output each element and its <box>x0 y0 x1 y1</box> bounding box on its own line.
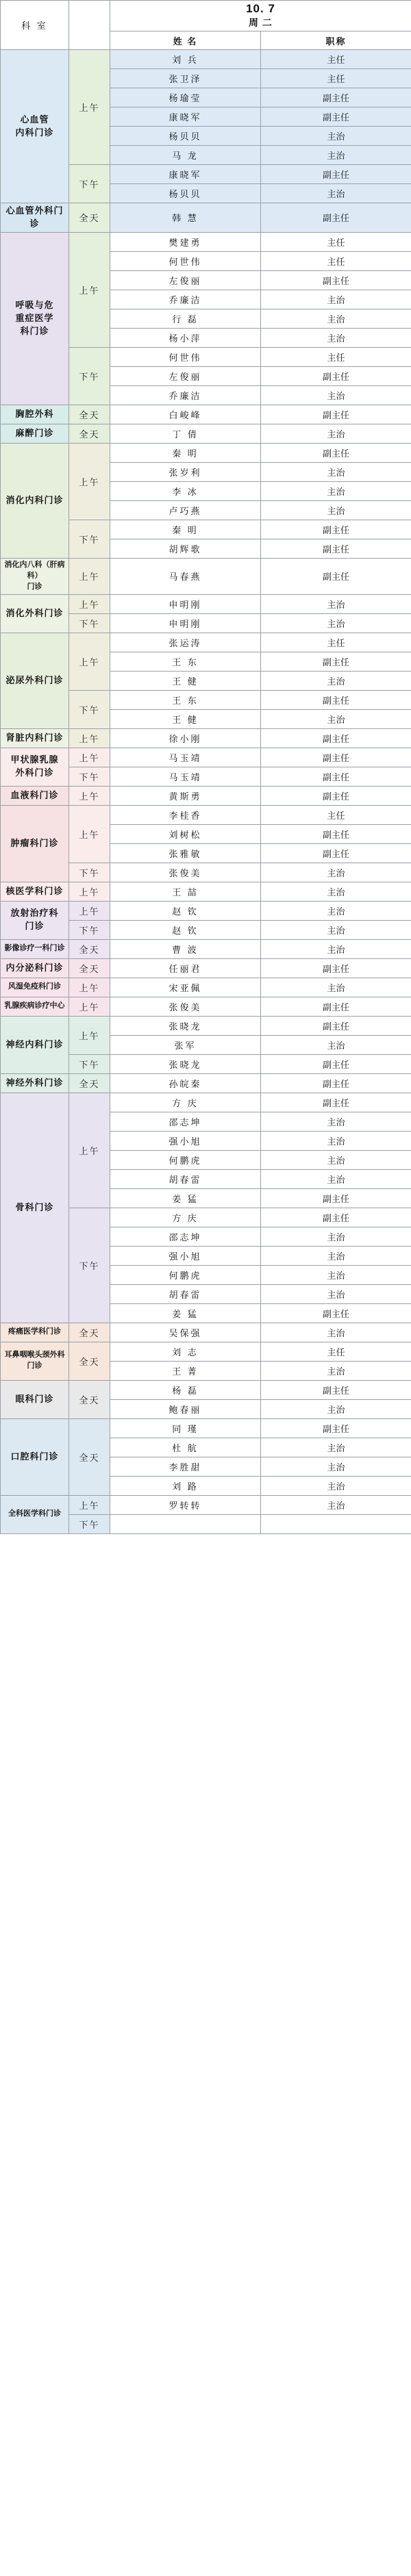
department-cell: 骨科门诊 <box>1 1093 69 1323</box>
halfday-cell: 全天 <box>69 424 110 443</box>
halfday-cell: 下午 <box>69 1054 110 1073</box>
doctor-title-cell: 主治 <box>261 594 411 613</box>
doctor-name-cell: 马玉靖 <box>110 748 261 767</box>
doctor-name-cell: 黄斯勇 <box>110 786 261 805</box>
doctor-title-cell: 副主任 <box>261 786 411 805</box>
department-cell: 影像诊疗一科门诊 <box>1 939 69 958</box>
department-cell: 甲状腺乳腺 外科门诊 <box>1 748 69 786</box>
doctor-name-cell: 李桂香 <box>110 805 261 824</box>
doctor-name-cell: 赵 钦 <box>110 901 261 920</box>
doctor-title-cell: 主治 <box>261 500 411 520</box>
halfday-cell: 全天 <box>69 939 110 958</box>
halfday-cell: 上午 <box>69 1093 110 1208</box>
doctor-name-cell: 杜 航 <box>110 1438 261 1457</box>
doctor-title-cell: 主治 <box>261 385 411 405</box>
doctor-name-cell: 王 东 <box>110 690 261 709</box>
doctor-title-cell: 主治 <box>261 863 411 882</box>
table-row <box>1 1418 411 1438</box>
doctor-name-cell: 孙皖秦 <box>110 1073 261 1093</box>
department-cell: 麻醉门诊 <box>1 424 69 443</box>
doctor-name-cell: 强小旭 <box>110 1131 261 1150</box>
doctor-title-cell: 副主任 <box>261 1303 411 1323</box>
doctor-title-cell: 副主任 <box>261 203 411 233</box>
doctor-title-cell: 主任 <box>261 251 411 270</box>
doctor-title-cell: 主治 <box>261 309 411 328</box>
halfday-cell: 上午 <box>69 978 110 997</box>
doctor-name-cell: 张军 <box>110 1035 261 1054</box>
halfday-cell: 上午 <box>69 997 110 1016</box>
doctor-name-cell: 何鹏虎 <box>110 1150 261 1169</box>
table-row <box>1 978 411 997</box>
doctor-name-cell: 左俊丽 <box>110 270 261 290</box>
department-cell: 眼科门诊 <box>1 1380 69 1418</box>
doctor-title-cell: 主治 <box>261 1399 411 1418</box>
doctor-name-cell: 康晓军 <box>110 165 261 184</box>
halfday-cell: 上午 <box>69 901 110 920</box>
doctor-name-cell: 王 健 <box>110 709 261 728</box>
doctor-name-cell: 杨贝贝 <box>110 184 261 203</box>
doctor-name-cell: 杨 磊 <box>110 1380 261 1399</box>
halfday-cell: 下午 <box>69 863 110 882</box>
doctor-name-cell: 吴保强 <box>110 1323 261 1342</box>
table-row <box>1 203 411 233</box>
doctor-name-cell: 同 瑾 <box>110 1418 261 1438</box>
doctor-name-cell: 张雅敏 <box>110 843 261 863</box>
doctor-title-cell: 主治 <box>261 1284 411 1303</box>
table-row <box>1 443 411 462</box>
department-cell: 神经外科门诊 <box>1 1073 69 1093</box>
doctor-name-cell: 张俊美 <box>110 863 261 882</box>
department-cell: 放射治疗科 门诊 <box>1 901 69 939</box>
doctor-title-cell: 主治 <box>261 146 411 165</box>
doctor-name-cell: 胡春雷 <box>110 1169 261 1188</box>
doctor-name-cell: 胡春雷 <box>110 1284 261 1303</box>
doctor-title-cell: 主治 <box>261 290 411 309</box>
halfday-cell: 下午 <box>69 767 110 786</box>
doctor-title-cell: 副主任 <box>261 270 411 290</box>
table-row <box>1 882 411 901</box>
doctor-name-cell: 丁 倩 <box>110 424 261 443</box>
doctor-name-cell: 康晓军 <box>110 107 261 127</box>
doctor-title-cell: 副主任 <box>261 997 411 1016</box>
halfday-cell: 上午 <box>69 443 110 520</box>
doctor-title-cell: 主治 <box>261 1476 411 1495</box>
doctor-name-cell: 方 庆 <box>110 1093 261 1112</box>
col-header-title: 职称 <box>261 31 411 50</box>
table-row <box>1 558 411 594</box>
department-cell: 耳鼻咽喉头颈外科 门诊 <box>1 1342 69 1380</box>
doctor-title-cell: 副主任 <box>261 958 411 978</box>
doctor-title-cell: 主治 <box>261 1265 411 1284</box>
col-header-dept: 科 室 <box>1 1 69 50</box>
doctor-name-cell: 刘树松 <box>110 824 261 843</box>
doctor-title-cell: 主任 <box>261 1342 411 1361</box>
table-row <box>1 1380 411 1399</box>
doctor-title-cell: 副主任 <box>261 539 411 558</box>
doctor-name-cell: 张晓龙 <box>110 1054 261 1073</box>
table-row <box>1 1093 411 1112</box>
doctor-name-cell: 王 喆 <box>110 882 261 901</box>
halfday-cell: 下午 <box>69 1208 110 1323</box>
doctor-title-cell: 主治 <box>261 1457 411 1476</box>
halfday-cell: 下午 <box>69 690 110 728</box>
doctor-title-cell: 主治 <box>261 1150 411 1169</box>
doctor-name-cell: 张岁利 <box>110 462 261 481</box>
doctor-title-cell: 副主任 <box>261 1418 411 1438</box>
halfday-cell: 全天 <box>69 405 110 424</box>
table-row <box>1 958 411 978</box>
halfday-cell: 全天 <box>69 203 110 233</box>
department-cell: 泌尿外科门诊 <box>1 633 69 728</box>
doctor-title-cell: 副主任 <box>261 1073 411 1093</box>
department-cell: 全科医学科门诊 <box>1 1495 69 1533</box>
halfday-cell: 上午 <box>69 805 110 863</box>
doctor-title-cell: 副主任 <box>261 652 411 671</box>
halfday-cell: 下午 <box>69 520 110 558</box>
col-header-halfday <box>69 1 110 50</box>
doctor-name-cell: 曹 波 <box>110 939 261 958</box>
doctor-title-cell: 主任 <box>261 347 411 366</box>
halfday-cell: 全天 <box>69 1073 110 1093</box>
halfday-cell: 下午 <box>69 613 110 633</box>
doctor-title-cell: 主治 <box>261 1112 411 1131</box>
doctor-name-cell: 杨贝贝 <box>110 127 261 146</box>
doctor-name-cell: 李胜甜 <box>110 1457 261 1476</box>
department-cell: 口腔科门诊 <box>1 1418 69 1495</box>
doctor-name-cell: 张晓龙 <box>110 1016 261 1035</box>
table-row <box>1 594 411 613</box>
table-row <box>1 748 411 767</box>
halfday-cell: 下午 <box>69 347 110 405</box>
doctor-title-cell: 副主任 <box>261 443 411 462</box>
doctor-title-cell: 主任 <box>261 633 411 652</box>
doctor-title-cell: 副主任 <box>261 690 411 709</box>
doctor-name-cell: 乔廉洁 <box>110 385 261 405</box>
halfday-cell: 全天 <box>69 1323 110 1342</box>
halfday-cell: 全天 <box>69 1380 110 1418</box>
department-cell: 心血管外科门诊 <box>1 203 69 233</box>
halfday-cell: 全天 <box>69 958 110 978</box>
doctor-name-cell: 何鹏虎 <box>110 1265 261 1284</box>
halfday-cell: 上午 <box>69 1016 110 1054</box>
doctor-name-cell: 王 健 <box>110 671 261 690</box>
department-cell: 核医学科门诊 <box>1 882 69 901</box>
halfday-cell: 上午 <box>69 594 110 613</box>
doctor-name-cell: 申明刚 <box>110 613 261 633</box>
doctor-name-cell: 马玉靖 <box>110 767 261 786</box>
doctor-name-cell: 马 龙 <box>110 146 261 165</box>
doctor-title-cell: 主治 <box>261 901 411 920</box>
table-row <box>1 939 411 958</box>
doctor-title-cell: 副主任 <box>261 405 411 424</box>
doctor-title-cell: 主任 <box>261 232 411 251</box>
halfday-cell: 上午 <box>69 50 110 165</box>
doctor-title-cell: 副主任 <box>261 767 411 786</box>
table-row <box>1 1495 411 1514</box>
doctor-title-cell: 主治 <box>261 1227 411 1246</box>
doctor-title-cell: 副主任 <box>261 1380 411 1399</box>
table-row <box>1 633 411 652</box>
doctor-name-cell: 何世伟 <box>110 251 261 270</box>
doctor-name-cell: 刘 志 <box>110 1342 261 1361</box>
doctor-title-cell: 主任 <box>261 69 411 88</box>
doctor-name-cell: 白峻峰 <box>110 405 261 424</box>
doctor-name-cell <box>110 1514 261 1533</box>
table-row <box>1 1073 411 1093</box>
doctor-title-cell: 主治 <box>261 1035 411 1054</box>
table-row <box>1 805 411 824</box>
doctor-name-cell: 罗转转 <box>110 1495 261 1514</box>
doctor-name-cell: 鲍春丽 <box>110 1399 261 1418</box>
doctor-name-cell: 张俊美 <box>110 997 261 1016</box>
halfday-cell: 全天 <box>69 1418 110 1495</box>
doctor-name-cell: 王 东 <box>110 652 261 671</box>
table-row <box>1 786 411 805</box>
doctor-name-cell: 刘 兵 <box>110 50 261 69</box>
halfday-cell: 上午 <box>69 633 110 690</box>
doctor-title-cell: 主治 <box>261 1361 411 1380</box>
doctor-title-cell: 副主任 <box>261 1188 411 1208</box>
doctor-name-cell: 邵志坤 <box>110 1227 261 1246</box>
doctor-name-cell: 王 菁 <box>110 1361 261 1380</box>
department-cell: 肿瘤科门诊 <box>1 805 69 882</box>
doctor-name-cell: 秦 明 <box>110 443 261 462</box>
doctor-title-cell: 副主任 <box>261 728 411 748</box>
doctor-title-cell: 主治 <box>261 462 411 481</box>
date-header: 10. 7 周 二 <box>110 1 411 31</box>
department-cell: 乳腺疾病诊疗中心 <box>1 997 69 1016</box>
doctor-title-cell: 主治 <box>261 1169 411 1188</box>
halfday-cell: 上午 <box>69 728 110 748</box>
doctor-name-cell: 乔廉洁 <box>110 290 261 309</box>
doctor-title-cell: 主治 <box>261 481 411 500</box>
department-cell: 消化内科门诊 <box>1 443 69 558</box>
doctor-title-cell: 主任 <box>261 50 411 69</box>
department-cell: 疼痛医学科门诊 <box>1 1323 69 1342</box>
doctor-name-cell: 杨小萍 <box>110 328 261 347</box>
table-row <box>1 1323 411 1342</box>
doctor-name-cell: 马春燕 <box>110 558 261 594</box>
department-cell: 消化内八科（肝病科） 门诊 <box>1 558 69 594</box>
table-row <box>1 901 411 920</box>
department-cell: 神经内科门诊 <box>1 1016 69 1073</box>
doctor-title-cell: 副主任 <box>261 520 411 539</box>
doctor-title-cell: 副主任 <box>261 1016 411 1035</box>
table-row <box>1 50 411 69</box>
department-cell: 内分泌科门诊 <box>1 958 69 978</box>
doctor-name-cell: 杨瑜莹 <box>110 88 261 107</box>
doctor-title-cell: 主治 <box>261 184 411 203</box>
department-cell: 消化外科门诊 <box>1 594 69 633</box>
doctor-name-cell: 樊建勇 <box>110 232 261 251</box>
doctor-name-cell: 秦 明 <box>110 520 261 539</box>
department-cell: 呼吸与危 重症医学 科门诊 <box>1 232 69 405</box>
doctor-title-cell: 主治 <box>261 1131 411 1150</box>
doctor-name-cell: 任丽君 <box>110 958 261 978</box>
table-row <box>1 405 411 424</box>
doctor-name-cell: 胡辉歌 <box>110 539 261 558</box>
doctor-name-cell: 姜 猛 <box>110 1188 261 1208</box>
doctor-title-cell: 副主任 <box>261 1054 411 1073</box>
doctor-title-cell: 主治 <box>261 424 411 443</box>
doctor-name-cell: 何世伟 <box>110 347 261 366</box>
doctor-title-cell: 主治 <box>261 939 411 958</box>
halfday-cell: 上午 <box>69 882 110 901</box>
doctor-title-cell: 主治 <box>261 328 411 347</box>
doctor-title-cell: 副主任 <box>261 843 411 863</box>
doctor-title-cell: 主治 <box>261 127 411 146</box>
department-cell: 胸腔外科 <box>1 405 69 424</box>
doctor-name-cell: 姜 猛 <box>110 1303 261 1323</box>
department-cell: 血液科门诊 <box>1 786 69 805</box>
doctor-name-cell: 宋亚佩 <box>110 978 261 997</box>
doctor-name-cell: 李 冰 <box>110 481 261 500</box>
department-cell: 心血管 内科门诊 <box>1 50 69 203</box>
table-row <box>1 1016 411 1035</box>
doctor-title-cell: 主治 <box>261 709 411 728</box>
table-row <box>1 424 411 443</box>
halfday-cell: 上午 <box>69 1495 110 1514</box>
department-cell: 肾脏内科门诊 <box>1 728 69 748</box>
doctor-name-cell: 张卫泽 <box>110 69 261 88</box>
doctor-name-cell: 申明刚 <box>110 594 261 613</box>
doctor-name-cell: 徐小刚 <box>110 728 261 748</box>
doctor-title-cell: 副主任 <box>261 1093 411 1112</box>
doctor-title-cell: 副主任 <box>261 748 411 767</box>
table-row <box>1 232 411 251</box>
doctor-title-cell: 副主任 <box>261 88 411 107</box>
table-row <box>1 728 411 748</box>
doctor-name-cell: 左俊丽 <box>110 366 261 385</box>
doctor-title-cell: 主治 <box>261 978 411 997</box>
doctor-title-cell: 副主任 <box>261 558 411 594</box>
doctor-title-cell: 主治 <box>261 920 411 939</box>
doctor-title-cell: 主任 <box>261 805 411 824</box>
doctor-name-cell: 刘 路 <box>110 1476 261 1495</box>
department-cell: 风湿免疫科门诊 <box>1 978 69 997</box>
doctor-title-cell: 主治 <box>261 1438 411 1457</box>
doctor-name-cell: 赵 钦 <box>110 920 261 939</box>
doctor-title-cell: 副主任 <box>261 1208 411 1227</box>
halfday-cell: 上午 <box>69 748 110 767</box>
halfday-cell: 下午 <box>69 920 110 939</box>
col-header-name: 姓 名 <box>110 31 261 50</box>
doctor-title-cell: 副主任 <box>261 366 411 385</box>
doctor-title-cell: 副主任 <box>261 824 411 843</box>
doctor-name-cell: 强小旭 <box>110 1246 261 1265</box>
doctor-title-cell: 主治 <box>261 1495 411 1514</box>
halfday-cell: 上午 <box>69 558 110 594</box>
doctor-title-cell: 主治 <box>261 1323 411 1342</box>
halfday-cell: 下午 <box>69 1514 110 1533</box>
doctor-title-cell: 主治 <box>261 1246 411 1265</box>
doctor-name-cell: 韩 慧 <box>110 203 261 233</box>
table-row <box>1 1342 411 1361</box>
table-header-row-date <box>1 1 411 31</box>
halfday-cell: 全天 <box>69 1342 110 1380</box>
doctor-title-cell <box>261 1514 411 1533</box>
doctor-name-cell: 张运涛 <box>110 633 261 652</box>
doctor-name-cell: 卢巧燕 <box>110 500 261 520</box>
doctor-name-cell: 邵志坤 <box>110 1112 261 1131</box>
halfday-cell: 上午 <box>69 232 110 347</box>
doctor-title-cell: 主治 <box>261 882 411 901</box>
table-row <box>1 997 411 1016</box>
halfday-cell: 下午 <box>69 165 110 203</box>
doctor-name-cell: 方 庆 <box>110 1208 261 1227</box>
doctor-name-cell: 行 磊 <box>110 309 261 328</box>
doctor-title-cell: 副主任 <box>261 107 411 127</box>
halfday-cell: 上午 <box>69 786 110 805</box>
doctor-title-cell: 主治 <box>261 613 411 633</box>
doctor-title-cell: 副主任 <box>261 165 411 184</box>
doctor-title-cell: 主治 <box>261 671 411 690</box>
